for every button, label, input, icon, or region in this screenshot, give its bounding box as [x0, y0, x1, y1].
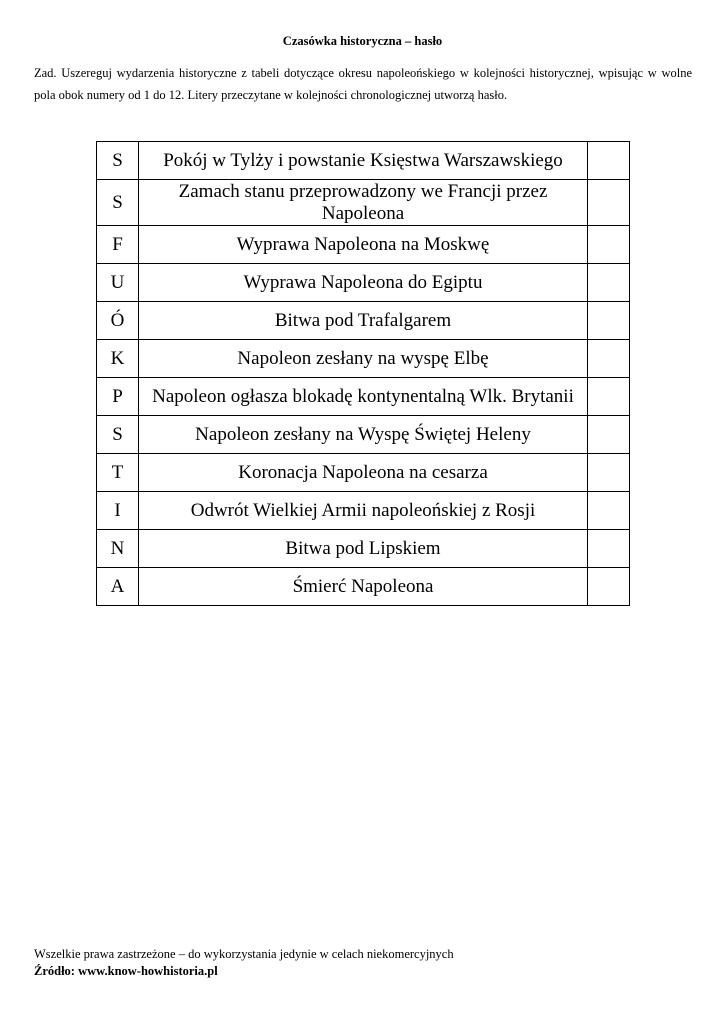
row-event: Napoleon zesłany na wyspę Elbę	[139, 340, 588, 378]
row-letter: P	[97, 378, 139, 416]
row-letter: T	[97, 454, 139, 492]
row-letter: F	[97, 226, 139, 264]
table-row	[97, 454, 630, 492]
source-line: Źródło: www.know-howhistoria.pl	[34, 964, 218, 978]
table-row	[97, 378, 630, 416]
answer-cell[interactable]	[588, 378, 630, 416]
row-letter: S	[97, 416, 139, 454]
row-letter: K	[97, 340, 139, 378]
answer-cell[interactable]	[588, 142, 630, 180]
table-row	[97, 416, 630, 454]
row-letter: S	[97, 180, 139, 226]
row-event: Wyprawa Napoleona do Egiptu	[139, 264, 588, 302]
row-event: Wyprawa Napoleona na Moskwę	[139, 226, 588, 264]
row-event: Zamach stanu przeprowadzony we Francji przez Napoleona	[139, 180, 588, 226]
row-letter: N	[97, 530, 139, 568]
row-event: Napoleon zesłany na Wyspę Świętej Heleny	[139, 416, 588, 454]
row-event: Pokój w Tylży i powstanie Księstwa Warszawskiego	[139, 142, 588, 180]
task-instruction: Zad. Uszereguj wydarzenia historyczne z tabeli dotyczące okresu napoleońskiego w kolejności historycznej, wpisując w wolne pola obok numery od 1 do 12. Litery przeczytane w kolejności chronologicznej utworzą hasło.	[34, 66, 692, 102]
row-letter: A	[97, 568, 139, 606]
row-letter: S	[97, 142, 139, 180]
answer-cell[interactable]	[588, 530, 630, 568]
table-row	[97, 226, 630, 264]
table-row	[97, 142, 630, 180]
answer-cell[interactable]	[588, 180, 630, 226]
table-row	[97, 530, 630, 568]
row-letter: U	[97, 264, 139, 302]
row-letter: Ó	[97, 302, 139, 340]
table-row	[97, 302, 630, 340]
table-row	[97, 568, 630, 606]
answer-cell[interactable]	[588, 416, 630, 454]
answer-cell[interactable]	[588, 302, 630, 340]
answer-cell[interactable]	[588, 226, 630, 264]
page-footer	[34, 946, 694, 980]
row-event: Śmierć Napoleona	[139, 568, 588, 606]
row-event: Bitwa pod Trafalgarem	[139, 302, 588, 340]
row-event: Napoleon ogłasza blokadę kontynentalną Wlk. Brytanii	[139, 378, 588, 416]
answer-cell[interactable]	[588, 340, 630, 378]
worksheet-title: Czasówka historyczna – hasło	[282, 34, 443, 48]
answer-cell[interactable]	[588, 454, 630, 492]
row-event: Koronacja Napoleona na cesarza	[139, 454, 588, 492]
rights-notice: Wszelkie prawa zastrzeżone – do wykorzystania jedynie w celach niekomercyjnych	[34, 947, 454, 961]
row-letter: I	[97, 492, 139, 530]
answer-cell[interactable]	[588, 568, 630, 606]
row-event: Bitwa pod Lipskiem	[139, 530, 588, 568]
events-table	[96, 141, 630, 606]
table-row	[97, 340, 630, 378]
table-row	[97, 180, 630, 226]
answer-cell[interactable]	[588, 264, 630, 302]
table-row	[97, 492, 630, 530]
table-row	[97, 264, 630, 302]
row-event: Odwrót Wielkiej Armii napoleońskiej z Rosji	[139, 492, 588, 530]
answer-cell[interactable]	[588, 492, 630, 530]
